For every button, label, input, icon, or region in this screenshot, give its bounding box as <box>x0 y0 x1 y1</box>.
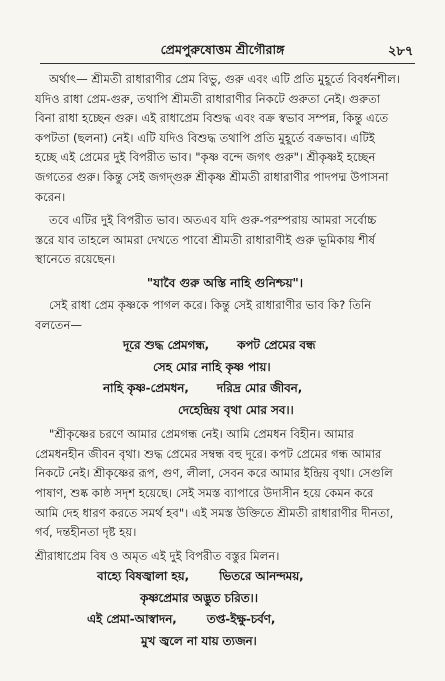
text-line: অর্থাৎ— শ্রীমতী রাধারাণীর প্রেম বিভু, গুরু এবং এটি প্রতি মুহূর্তে বিবর্ধনশীল। <box>49 72 401 86</box>
text-line: করেন। <box>35 189 66 204</box>
text-line: বিনা রাধা হচ্ছেন গুরু। এই রাধাপ্রেম বিশুদ্ধ এবং বক্র স্বভাব সম্পন্ন, কিন্তু এতে <box>35 111 389 126</box>
text-line: কপটতা (ছলনা) নেই। এটি যদিও বিশুদ্ধ তথাপি প্রতি মুহূর্তে বক্রভাব। এটিই <box>35 130 375 145</box>
text-line: গর্ব, দন্তহীনতা দৃষ্ট হয়। <box>35 525 137 540</box>
verse-part: এই প্রেমা-আস্বাদন, <box>87 612 177 627</box>
header-divider <box>40 63 415 64</box>
text-line: জগতের গুরু। কিন্তু সেই জগদ্গুরু শ্রীকৃষ্ণ শ্রীমতী রাধারাণীর পাদপদ্ম উপাসনা <box>35 169 389 184</box>
page-number: ২৮৭ <box>388 44 414 59</box>
verse-part: কপট প্রেমের বন্ধ <box>237 338 316 353</box>
verse-line <box>35 378 415 400</box>
verse-line: কৃষ্ণপ্রেমার অদ্ভুত চরিত।। <box>140 590 258 605</box>
text-line: হচ্ছে এই প্রেমের দুই বিপরীত ভাব। "কৃষ্ণ বন্দে জগৎ গুরু"। শ্রীকৃষ্ণই হচ্ছেন <box>35 150 376 165</box>
verse-part: তপ্ত-ইক্ষু-চর্বণ, <box>206 612 276 627</box>
text-line: নিকটে নেই। শ্রীকৃষ্ণের রূপ, গুণ, লীলা, সেবন করে আমার ইন্দ্রিয় বৃথা। সেগুলি <box>35 466 393 481</box>
verse-line: সেহ মোর নাহি কৃষ্ণ পায়। <box>153 359 271 374</box>
verse-part: নাহি কৃষ্ণ-প্রেমধন, <box>103 381 189 396</box>
paragraph-3 <box>35 296 415 335</box>
text-line: প্রেমধনহীন জীবন বৃথা। শুদ্ধ প্রেমের সম্বন্ধ বহু দূরে। কপট প্রেমের গন্ধ আমার <box>35 446 382 461</box>
paragraph-5 <box>35 547 415 567</box>
verse-line: দেহেন্দ্রিয় বৃথা মোর সব।। <box>178 402 294 417</box>
text-line: সেই রাধা প্রেম কৃষ্ণকে পাগল করে। কিন্তু সেই রাধারাণীর ভাব কি? তিনি <box>49 297 372 312</box>
verse-line <box>35 566 415 588</box>
text-line: বলতেন— <box>35 317 82 332</box>
text-line: যদিও রাধা প্রেম-গুরু, তথাপি শ্রীমতী রাধারাণীর নিকটে গুরুতা নেই। গুরুতা <box>35 91 381 106</box>
verse-part: ভিতরে আনন্দময়, <box>219 569 304 584</box>
verse-block-2 <box>35 566 415 652</box>
text-line: "শ্রীকৃষ্ণের চরণে আমার প্রেমগন্ধ নেই। আমি প্রেমধন বিহীন। আমার <box>49 427 354 442</box>
verse-line: মুখ জ্বলে না যায় ত্যজন। <box>141 633 257 648</box>
text-line: আমি দেহ ধারণ করতে সমর্থ হব"। এই সমস্ত উক্তিতে শ্রীমতী রাধারাণীর দীনতা, <box>35 505 394 520</box>
text-line: তবে এটির দুই বিপরীত ভাব। অতএব যদি গুরু-পরম্পরায় আমরা সর্বোচ্চ <box>49 213 377 228</box>
text-line: শ্রীরাধাপ্রেম বিষ ও অমৃত এই দুই বিপরীত বস্তুর মিলন। <box>35 548 280 563</box>
paragraph-2 <box>35 211 415 270</box>
paragraph-1 <box>35 70 415 207</box>
verse-line <box>35 335 415 357</box>
quotation-line: "যাবৈ গুরু অস্তি নাহি গুনিশ্চয়"। <box>146 275 304 290</box>
page-body <box>35 70 415 652</box>
paragraph-4 <box>35 425 415 543</box>
running-header-title: প্রেমপুরুষোত্তম শ্রীগৌরাঙ্গ <box>160 42 285 57</box>
text-line: স্তরে যাব তাহলে আমরা দেখতে পাবো শ্রীমতী রাধারাণীই গুরু ভূমিকায় শীর্ষ <box>35 232 375 247</box>
verse-line <box>35 609 415 631</box>
verse-part: দূরে শুদ্ধ প্রেমগন্ধ, <box>123 338 210 353</box>
verse-part: বাহ্যে বিষজ্বালা হয়, <box>97 569 190 584</box>
verse-block-1 <box>35 335 415 421</box>
text-line: পাষাণ, শুষ্ক কাষ্ঠ সদৃশ হয়েছে। সেই সমস্ত ব্যাপারে উদাসীন হয়ে কেমন করে <box>35 485 374 500</box>
verse-part: দরিদ্র মোর জীবন, <box>216 381 303 396</box>
text-line: স্থানেতে রয়েছেন। <box>35 252 116 267</box>
